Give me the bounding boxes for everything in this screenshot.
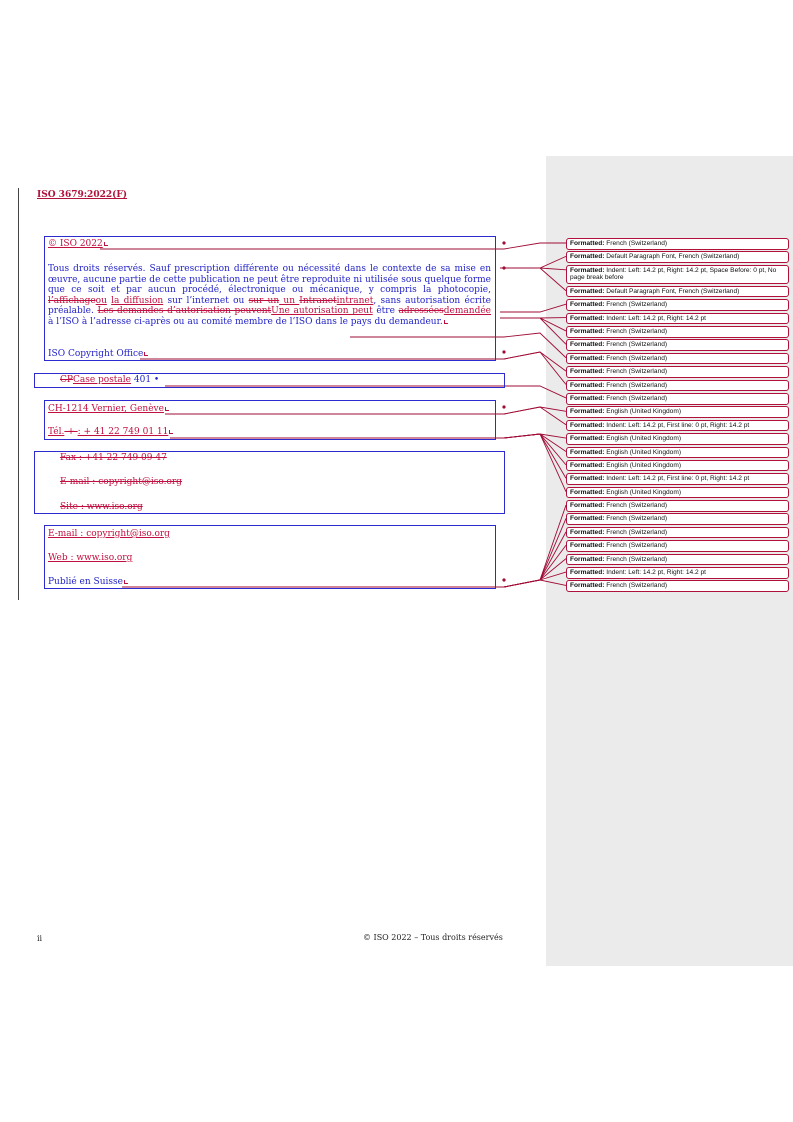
comment-text: English (United Kingdom) <box>604 408 682 416</box>
comment-text: English (United Kingdom) <box>604 488 682 496</box>
comment-balloon[interactable] <box>566 567 789 579</box>
comment-balloon[interactable] <box>566 513 789 525</box>
comment-balloon[interactable] <box>566 339 789 351</box>
comment-balloon[interactable] <box>566 393 789 405</box>
comment-balloon[interactable] <box>566 251 789 263</box>
comment-label: Formatted: <box>570 488 605 496</box>
rights-text-end: à l’ISO à l’adresse ci-après ou au comité membre de l’ISO dans le pays du demandeur. <box>48 316 443 327</box>
copyright-line[interactable] <box>48 239 108 250</box>
comment-label: Formatted: <box>570 301 605 309</box>
comment-label: Formatted: <box>570 502 605 510</box>
inserted-case-postale: Case postale <box>72 375 131 385</box>
comment-balloon[interactable] <box>566 580 789 592</box>
comment-label: Formatted: <box>570 327 605 335</box>
comment-balloon[interactable] <box>566 313 789 325</box>
comment-label: Formatted: <box>570 582 605 590</box>
comment-balloon[interactable] <box>566 265 789 284</box>
para-mark <box>444 320 448 324</box>
postal-line[interactable] <box>60 375 159 386</box>
comment-balloon[interactable] <box>566 326 789 338</box>
deleted-cp: CP <box>60 375 73 385</box>
inserted-demandee: demandée <box>443 306 491 317</box>
comment-balloon[interactable] <box>566 527 789 539</box>
comment-text: French (Switzerland) <box>604 240 668 247</box>
city-text: CH-1214 Vernier, Genève <box>48 404 164 414</box>
comment-label: Formatted: <box>570 287 605 295</box>
comment-balloon[interactable] <box>566 420 789 432</box>
office-text: ISO Copyright Office <box>48 349 144 359</box>
comment-balloon[interactable] <box>566 460 789 472</box>
comment-label: Formatted: <box>570 314 605 322</box>
email-deleted-line[interactable] <box>60 477 182 488</box>
comment-balloon[interactable] <box>566 286 789 298</box>
comment-balloon[interactable] <box>566 540 789 552</box>
tel-line[interactable] <box>48 427 173 438</box>
deleted-sur-un: sur un <box>248 295 280 306</box>
connector-dot <box>502 350 505 353</box>
published-text: Publié en Suisse <box>48 577 123 587</box>
connector-dot <box>502 266 505 269</box>
comment-connector <box>500 318 566 331</box>
email-line[interactable] <box>48 529 170 540</box>
comment-label: Formatted: <box>570 240 605 247</box>
comment-label: Formatted: <box>570 461 605 469</box>
comment-text: French (Switzerland) <box>604 301 668 309</box>
para-mark <box>144 352 148 356</box>
para-mark <box>124 580 128 584</box>
page-number: ii <box>37 934 43 943</box>
web-inserted: Web : www.iso.org <box>48 553 133 563</box>
inserted-ou: ou <box>95 295 107 306</box>
deleted-les-demandes: Les demandes d’autorisation peuvent <box>97 306 272 317</box>
comment-label: Formatted: <box>570 354 605 362</box>
comment-text: French (Switzerland) <box>604 354 668 362</box>
po-number: 401 • <box>131 375 160 385</box>
comment-text: French (Switzerland) <box>604 582 668 590</box>
comment-balloon[interactable] <box>566 473 789 485</box>
connector-dot <box>502 578 505 581</box>
comment-connector <box>500 318 566 344</box>
comment-balloon[interactable] <box>566 406 789 418</box>
site-deleted: Site : www.iso.org <box>60 502 143 512</box>
comment-label: Formatted: <box>570 253 605 261</box>
para-mark <box>104 242 108 246</box>
comment-text: French (Switzerland) <box>604 555 668 563</box>
deleted-adressees: adressées <box>398 306 444 317</box>
para-mark <box>165 407 169 411</box>
email-inserted: E-mail : copyright@iso.org <box>48 529 170 539</box>
copyright-text: © ISO 2022 <box>48 239 103 249</box>
connector-dot <box>502 405 505 408</box>
para-mark <box>169 430 173 434</box>
comment-text: English (United Kingdom) <box>604 435 682 443</box>
inserted-une-autorisation: Une autorisation peut <box>271 306 373 317</box>
rights-text-2: sur l’internet ou <box>163 295 249 306</box>
document-reference: ISO 3679:2022(F) <box>37 190 128 200</box>
comment-text: Indent: Left: 14.2 pt, Right: 14.2 pt, Space Before: 0 pt, No page break before <box>570 266 777 282</box>
comment-balloon[interactable] <box>566 366 789 378</box>
comment-label: Formatted: <box>570 368 605 376</box>
footer-copyright: © ISO 2022 – Tous droits réservés <box>363 933 503 942</box>
comment-label: Formatted: <box>570 341 605 349</box>
inserted-intranet: intranet <box>336 295 374 306</box>
comment-text: English (United Kingdom) <box>604 461 682 469</box>
comment-text: Default Paragraph Font, French (Switzerland) <box>604 253 740 261</box>
rights-text-3: , sans autorisation écrite préalable. <box>48 295 491 317</box>
office-line[interactable] <box>48 349 148 360</box>
comment-text: French (Switzerland) <box>604 542 668 550</box>
comment-text: French (Switzerland) <box>604 341 668 349</box>
comment-balloon[interactable] <box>566 238 789 250</box>
comment-text: Indent: Left: 14.2 pt, Right: 14.2 pt <box>604 569 706 577</box>
comment-text: French (Switzerland) <box>604 368 668 376</box>
deleted-affichage: l’affichage <box>48 295 96 306</box>
fax-line[interactable] <box>60 453 167 464</box>
comment-text: Default Paragraph Font, French (Switzerland) <box>604 287 740 295</box>
comment-label: Formatted: <box>570 542 605 550</box>
comment-connector <box>500 268 566 291</box>
comment-label: Formatted: <box>570 435 605 443</box>
comment-balloon[interactable] <box>566 380 789 392</box>
tel-number: 41 22 749 01 11 <box>93 427 169 437</box>
comment-text: Indent: Left: 14.2 pt, First line: 0 pt, Right: 14.2 pt <box>604 475 750 483</box>
comment-balloon[interactable] <box>566 487 789 499</box>
inserted-diffusion: la diffusion <box>111 295 164 306</box>
inserted-un: un <box>279 295 300 306</box>
comment-text: English (United Kingdom) <box>604 448 682 456</box>
comment-connector <box>500 304 566 312</box>
rights-paragraph[interactable] <box>48 264 491 328</box>
comment-text: Indent: Left: 14.2 pt, First line: 0 pt, Right: 14.2 pt <box>604 421 750 429</box>
deleted-intranet: Intranet <box>299 295 337 306</box>
comment-balloon[interactable] <box>566 433 789 445</box>
rights-text-1: Tous droits réservés. Sauf prescription différente ou nécessité dans le contexte de sa mise en œuvre, aucune partie de cette publication ne peut être reproduite ni utilisée sous quelque forme que ce soit et par aucun procédé, électronique ou mécanique, y compris la photocopie, <box>48 264 491 296</box>
comment-text: French (Switzerland) <box>604 394 668 402</box>
comment-text: Indent: Left: 14.2 pt, Right: 14.2 pt <box>604 314 706 322</box>
email-deleted: E-mail : copyright@iso.org <box>60 477 182 487</box>
comment-label: Formatted: <box>570 448 605 456</box>
comment-label: Formatted: <box>570 555 605 563</box>
comment-text: French (Switzerland) <box>604 327 668 335</box>
site-line[interactable] <box>60 502 143 513</box>
comment-label: Formatted: <box>570 569 605 577</box>
comment-label: Formatted: <box>570 475 605 483</box>
comment-balloon[interactable] <box>566 353 789 365</box>
published-line[interactable] <box>48 577 128 588</box>
comment-balloon[interactable] <box>566 299 789 311</box>
comment-label: Formatted: <box>570 266 605 274</box>
tel-prefix: Tél. <box>48 427 65 437</box>
fax-deleted: Fax : +41 22 749 09 47 <box>60 453 167 463</box>
tel-deleted: + <box>64 427 78 437</box>
comment-text: French (Switzerland) <box>604 528 668 536</box>
comment-label: Formatted: <box>570 528 605 536</box>
rights-text-4: être <box>372 306 399 317</box>
comment-label: Formatted: <box>570 421 605 429</box>
comment-text: French (Switzerland) <box>604 381 668 389</box>
comment-text: French (Switzerland) <box>604 515 668 523</box>
comment-connector <box>500 256 566 268</box>
city-line[interactable] <box>48 404 169 415</box>
comment-label: Formatted: <box>570 515 605 523</box>
comment-label: Formatted: <box>570 408 605 416</box>
comment-balloon[interactable] <box>566 500 789 512</box>
connector-dot <box>502 241 505 244</box>
comment-balloon[interactable] <box>566 447 789 459</box>
web-line[interactable] <box>48 553 132 564</box>
comment-balloon[interactable] <box>566 554 789 566</box>
comment-label: Formatted: <box>570 381 605 389</box>
comment-text: French (Switzerland) <box>604 502 668 510</box>
comment-label: Formatted: <box>570 394 605 402</box>
tel-inserted: : + <box>77 427 94 437</box>
